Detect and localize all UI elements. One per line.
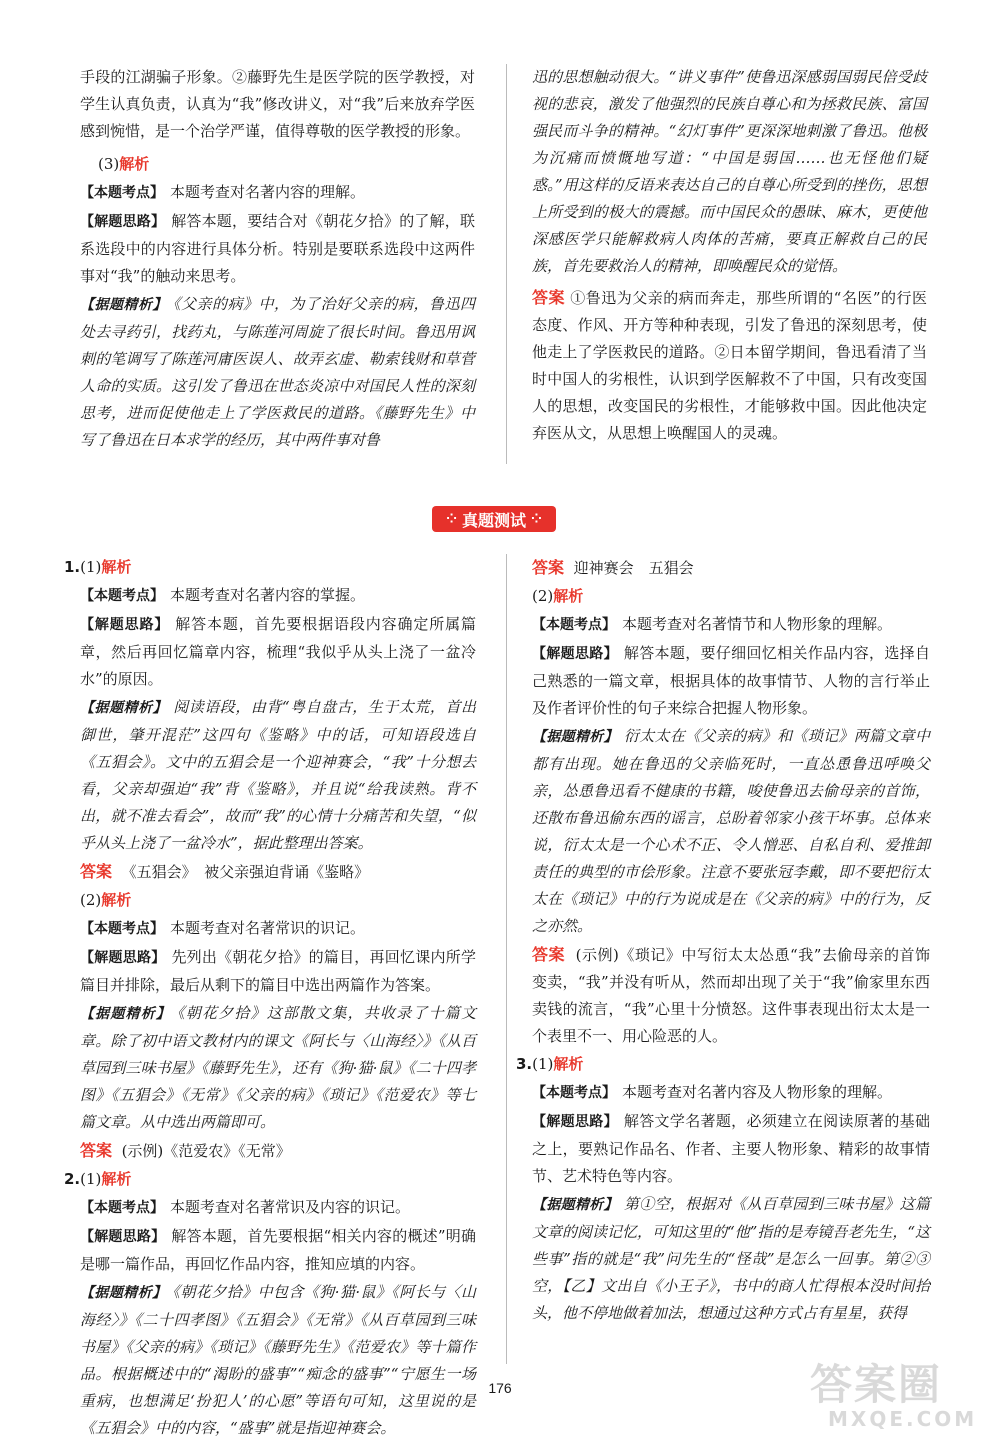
tag-label: 【本题考点】: [80, 1200, 164, 1216]
answer-text: (示例)《范爱农》《无常》: [121, 1142, 291, 1160]
tag-text: 解答本题，要仔细回忆相关作品内容，选择自己熟悉的一篇文章，根据具体的故事情节、人物的言行举止及作者评价性的句子来综合把握人物形象。: [532, 644, 930, 717]
analysis-label: 解析: [553, 1055, 584, 1073]
tag-text: 解答本题，首先要根据“相关内容的概述”明确是哪一篇作品，再回忆作品内容，推知应填的内容。: [80, 1227, 477, 1273]
detailed-analysis: [532, 1191, 930, 1327]
analysis-label: 解析: [101, 891, 132, 909]
sub-question-number: (1): [80, 558, 102, 576]
sub-question-number: (2): [80, 891, 102, 909]
answer: [80, 858, 476, 886]
tag-text: 《朝花夕拾》中包含《狗·猫·鼠》《阿长与〈山海经〉》《二十四孝图》《五猖会》《无常》《从百草园到三味书屋》《父亲的病》《琐记》《藤野先生》《范爱农》等十篇作品。根据概述中的“渴盼的盛事”“痴念的盛事”“宁愿生一场重病，也想满足‘扮犯人’的心愿”等语句可知，这里说的是《五猖会》中的内容，“盛事”就是指迎神赛会。: [80, 1283, 476, 1437]
decoration-icon: ⁘: [446, 511, 457, 527]
solution-idea: [532, 640, 930, 722]
tag-label: 【据题精析】: [80, 297, 167, 313]
solution-idea: [80, 611, 476, 693]
analysis-label: 解析: [101, 558, 132, 576]
knowledge-point: [80, 915, 476, 943]
tag-text: 解答本题，要结合对《朝花夕拾》的了解，联系选段中的内容进行具体分析。特别是要联系选段中这两件事对“我”的触动来思考。: [80, 212, 475, 285]
tag-label: 【据题精析】: [532, 1197, 618, 1213]
knowledge-point: [80, 1194, 476, 1222]
question-heading: [64, 554, 476, 581]
top-left-column: [80, 64, 475, 455]
tag-text: 《父亲的病》中，为了治好父亲的病，鲁迅四处去寻药引，找药丸，与陈莲河周旋了很长时间。鲁迅用讽刺的笔调写了陈莲河庸医误人、故弄玄虚、勒索钱财和草菅人命的实质。这引发了鲁迅在世态炎凉中对国民人性的深刻思考，进而促使他走上了学医救民的道路。《藤野先生》中写了鲁迅在日本求学的经历，其中两件事对鲁: [80, 295, 475, 449]
tag-label: 【据题精析】: [80, 1285, 167, 1301]
question-heading: [516, 1051, 930, 1078]
tag-text: 本题考查对名著常识的识记。: [170, 919, 366, 937]
knowledge-point: [80, 179, 475, 207]
solution-idea: [80, 208, 475, 290]
tag-label: 【本题考点】: [80, 185, 164, 201]
column-divider: [506, 64, 507, 464]
answer: [532, 554, 930, 582]
tag-text: 本题考查对名著内容的掌握。: [170, 586, 366, 604]
tag-text: 本题考查对名著内容及人物形象的理解。: [622, 1083, 893, 1101]
detailed-analysis: [80, 291, 475, 454]
tag-text: 本题考查对名著常识及内容的识记。: [170, 1198, 411, 1216]
tag-text: 先列出《朝花夕拾》的篇目，再回忆课内所学篇目并排除，最后从剩下的篇目中选出两篇作为答案。: [80, 948, 476, 994]
analysis-label: 解析: [553, 587, 584, 605]
tag-text: 解答本题，首先要根据语段内容确定所属篇章，然后再回忆篇章内容，梳理“我似乎从头上浇了一盆冷水”的原因。: [80, 615, 476, 688]
tag-text: 阅读语段，由背“粤自盘古，生于太荒，首出御世，肇开混茫”这四句《鉴略》中的话，可知语段选自《五猖会》。文中的五猖会是一个迎神赛会，“我”十分想去看，父亲却强迫“我”背《鉴略》，并且说“给我读熟。背不出，就不准去看会”，故而“我”的心情十分痛苦和失望，“似乎从头上浇了一盆冷水”，据此整理出答案。: [80, 698, 477, 852]
answer-text: (示例)《琐记》中写衍太太怂恿“我”去偷母亲的首饰变卖，“我”并没有听从，然而却出现了关于“我”偷家里东西卖钱的流言，“我”心里十分愤怒。这件事表现出衍太太是一个表里不一、用心险恶的人。: [532, 946, 930, 1045]
answer-label: 答案: [80, 1141, 113, 1160]
tag-label: 【据题精析】: [80, 1006, 172, 1022]
decoration-icon: ⁘: [531, 511, 542, 527]
question-number: 2.: [64, 1170, 81, 1188]
watermark-line: MXQE.COM: [828, 1407, 978, 1431]
bottom-right-column: [516, 554, 931, 1328]
answer-label: 答案: [532, 558, 565, 577]
paragraph: 迅的思想触动很大。“讲义事件”使鲁迅深感弱国弱民倍受歧视的悲哀，激发了他强烈的民族自尊心和为拯救民族、富国强民而斗争的精神。“幻灯事件”更深深地刺激了鲁迅。他极为沉痛而愤慨地写道：“中国是弱国……也无怪他们疑惑。”用这样的反语来表达自己的自尊心所受到的挫伤，思想上所受到的极大的震撼。而中国民众的愚昧、麻木，更使他深感医学只能解救病人肉体的苦痛，要真正解救自己的民族，首先要救治人的精神，即唤醒民众的觉悟。: [532, 68, 927, 275]
sub-question-number: (3): [98, 155, 120, 173]
tag-text: 《朝花夕拾》这部散文集，共收录了十篇文章。除了初中语文教材内的课文《阿长与〈山海经〉》《从百草园到三味书屋》《藤野先生》，还有《狗·猫·鼠》《二十四孝图》《五猖会》《无常》《父亲的病》《琐记》《范爱农》等七篇文章。从中选出两篇即可。: [80, 1004, 476, 1131]
tag-text: 本题考查对名著内容的理解。: [170, 183, 366, 201]
paragraph: 手段的江湖骗子形象。②藤野先生是医学院的医学教授，对学生认真负责，认真为“我”修改讲义，对“我”后来放弃学医感到惋惜，是一个治学严谨，值得尊敬的医学教授的形象。: [80, 68, 475, 140]
tag-text: 第①空，根据对《从百草园到三味书屋》这篇文章的阅读记忆，可知这里的“他”指的是寿镜吾老先生，“这些事”指的就是“我”问先生的“怪哉”是怎么一回事。第②③空，【乙】文出自《小王子》，书中的商人忙得根本没时间抬头，他不停地做着加法，想通过这种方式占有星星，获得: [532, 1195, 931, 1322]
solution-idea: [80, 944, 476, 999]
answer: [532, 284, 927, 447]
tag-label: 【据题精析】: [532, 729, 618, 745]
watermark-line: 答案圈: [810, 1360, 943, 1409]
sub-question-heading: [80, 151, 475, 178]
tag-label: 【据题精析】: [80, 700, 168, 716]
answer-text: ①鲁迅为父亲的病而奔走，那些所谓的“名医”的行医态度、作风、开方等种种表现，引发了鲁迅的深刻思考，使他走上了学医救民的道路。②日本留学期间，鲁迅看清了当时中国人的劣根性，认识到学医解救不了中国，只有改变国人的思想，改变国民的劣根性，才能够救中国。因此他决定弃医从文，从思想上唤醒国人的灵魂。: [532, 289, 927, 442]
top-right-column: [532, 64, 927, 448]
tag-text: 解答文学名著题，必须建立在阅读原著的基础之上，要熟记作品名、作者、主要人物形象、精彩的故事情节、艺术特色等内容。: [532, 1112, 930, 1185]
detailed-analysis: [80, 694, 476, 857]
answer-label: 答案: [532, 288, 565, 307]
tag-text: 衍太太在《父亲的病》和《琐记》两篇文章中都有出现。她在鲁迅的父亲临死时，一直怂恿鲁迅呼唤父亲，怂恿鲁迅看不健康的书籍，唆使鲁迅去偷母亲的首饰，还散布鲁迅偷东西的谣言，总盼着邻家小孩干坏事。总体来说，衍太太是一个心术不正、令人憎恶、自私自利、爱推卸责任的典型的市侩形象。注意不要张冠李戴，即不要把衍太太在《琐记》中的行为说成是在《父亲的病》中的行为，反之亦然。: [532, 727, 930, 935]
section-title: 真题测试: [461, 510, 526, 530]
sub-question-number: (1): [80, 1170, 102, 1188]
answer-label: 答案: [80, 862, 113, 881]
solution-idea: [532, 1108, 930, 1190]
sub-question-heading: [80, 887, 476, 914]
answer-text: 《五猖会》 被父亲强迫背诵《鉴略》: [121, 863, 370, 881]
sub-question-number: (1): [532, 1055, 554, 1073]
tag-label: 【解题思路】: [80, 214, 166, 230]
tag-label: 【解题思路】: [80, 617, 170, 633]
tag-label: 【解题思路】: [80, 950, 166, 966]
tag-label: 【本题考点】: [80, 588, 164, 604]
page-number: 176: [488, 1380, 512, 1396]
sub-question-heading: [532, 583, 930, 610]
tag-label: 【本题考点】: [80, 921, 164, 937]
answer: [80, 1137, 476, 1165]
sub-question-number: (2): [532, 587, 554, 605]
analysis-label: 解析: [101, 1170, 132, 1188]
tag-label: 【解题思路】: [532, 1114, 618, 1130]
tag-label: 【解题思路】: [532, 646, 618, 662]
question-heading: [64, 1166, 476, 1193]
tag-text: 本题考查对名著情节和人物形象的理解。: [622, 615, 893, 633]
answer-label: 答案: [532, 945, 566, 964]
analysis-label: 解析: [119, 155, 150, 173]
solution-idea: [80, 1223, 476, 1278]
detailed-analysis: [80, 1000, 476, 1136]
answer: [532, 941, 930, 1050]
detailed-analysis: [80, 1279, 476, 1442]
tag-label: 【本题考点】: [532, 617, 616, 633]
knowledge-point: [532, 611, 930, 639]
tag-label: 【解题思路】: [80, 1229, 166, 1245]
knowledge-point: [80, 582, 476, 610]
section-banner: [432, 506, 556, 532]
question-number: 1.: [64, 558, 81, 576]
answer-text: 迎神赛会 五猖会: [573, 559, 694, 577]
bottom-left-column: [64, 554, 476, 1443]
watermark-logo: [810, 1362, 990, 1438]
knowledge-point: [532, 1079, 930, 1107]
column-divider: [506, 554, 507, 1364]
tag-label: 【本题考点】: [532, 1085, 616, 1101]
question-number: 3.: [516, 1055, 533, 1073]
detailed-analysis: [532, 723, 930, 940]
